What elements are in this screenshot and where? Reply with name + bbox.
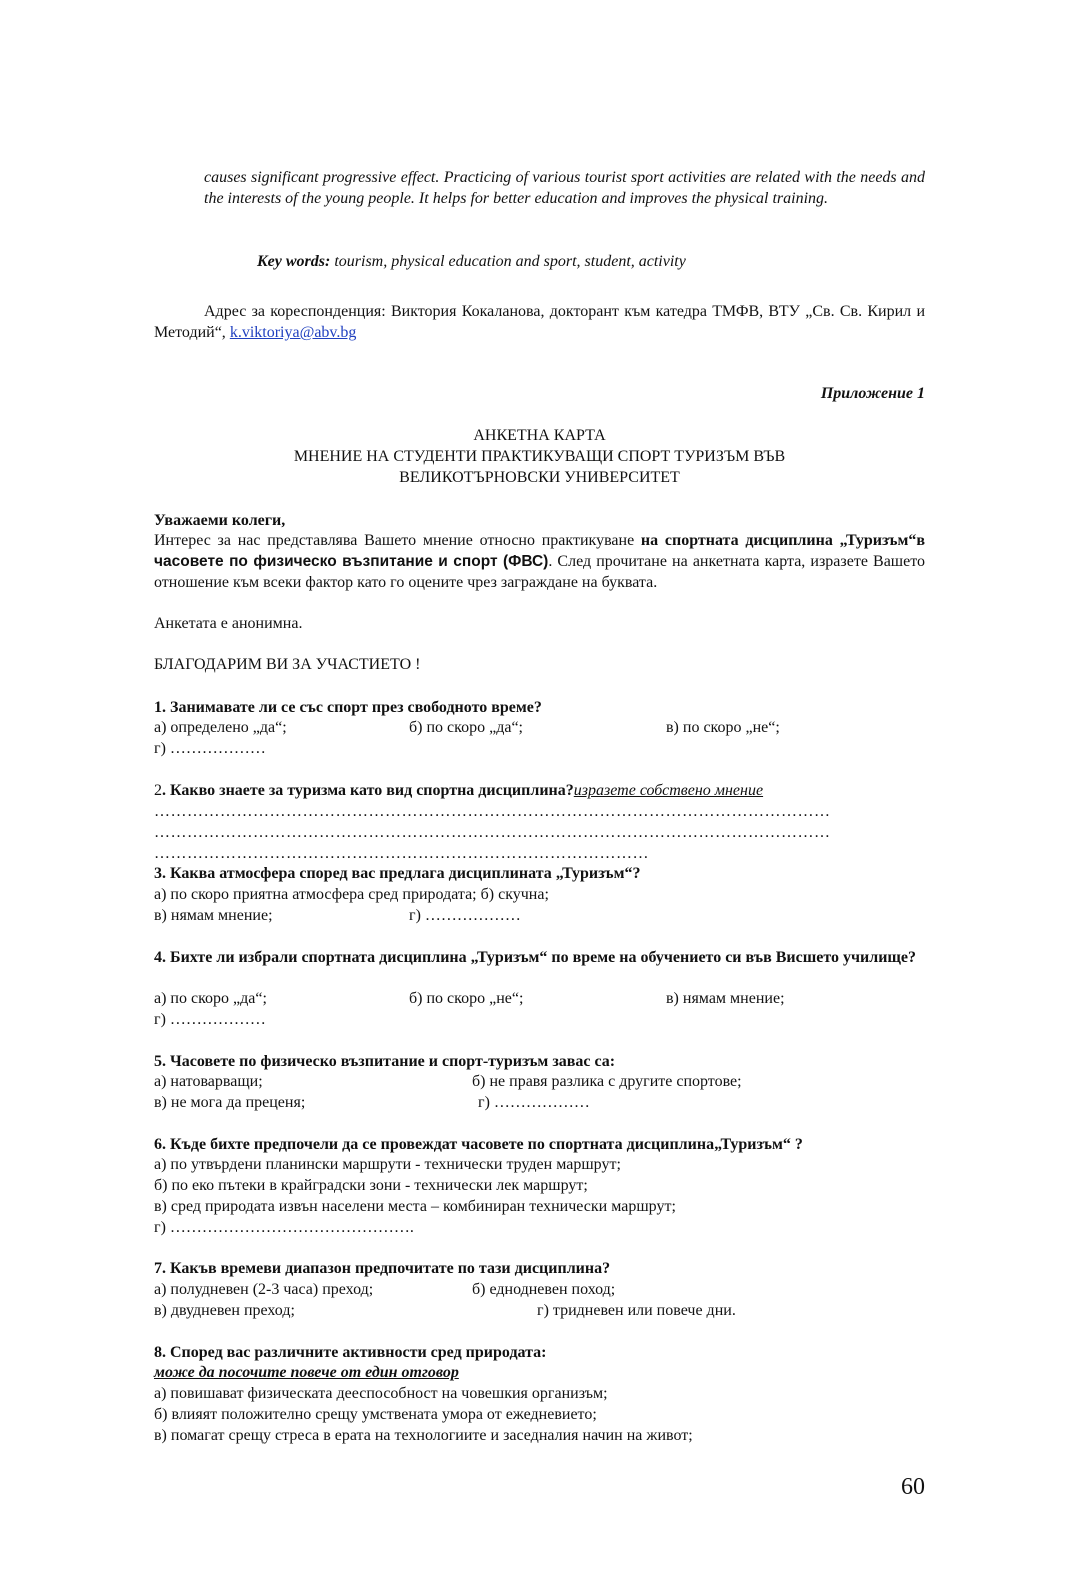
keywords-text: tourism, physical education and sport, student, activity — [330, 253, 686, 270]
q1-option-d[interactable]: г) ……………… — [154, 740, 266, 757]
q8-hint: може да посочите повече от един отговор — [154, 1364, 459, 1381]
q5-option-b[interactable]: б) не правя разлика с другите спортове; — [472, 1073, 742, 1090]
thanks-note: БЛАГОДАРИМ ВИ ЗА УЧАСТИЕТО ! — [154, 656, 421, 673]
q6-option-c[interactable]: в) сред природата извън населени места – комбиниран технически маршрут; — [154, 1198, 676, 1215]
q6-option-b[interactable]: б) по еко пътеки в крайградски зони - технически лек маршрут; — [154, 1177, 588, 1194]
greeting: Уважаеми колеги, — [154, 512, 286, 529]
q8-option-a[interactable]: а) повишават физическата дееспособност на човешкия организъм; — [154, 1385, 608, 1402]
q2-answer-line[interactable]: ……………………………………………………………………………… — [154, 845, 649, 862]
anonymous-note: Анкетата е анонимна. — [154, 615, 303, 632]
abstract-tail: causes significant progressive effect. Practicing of various tourist sport activities are related with the needs and the interests of the young people. It helps for better education and improves the physical training. — [204, 169, 925, 207]
q3-option-d[interactable]: г) ……………… — [409, 907, 521, 924]
intro-text-a: Интерес за нас представлява Вашето мнение относно практикуване — [154, 532, 641, 549]
q5-option-a[interactable]: а) натоварващи; — [154, 1073, 263, 1090]
survey-title-line2: МНЕНИЕ НА СТУДЕНТИ ПРАКТИКУВАЩИ СПОРТ ТУРИЗЪМ ВЪВ — [293, 447, 786, 465]
q1-title: 1. Занимавате ли се със спорт през свободното време? — [154, 699, 542, 716]
q1-option-b[interactable]: б) по скоро „да“; — [409, 719, 523, 736]
q1-option-a[interactable]: а) определено „да“; — [154, 719, 287, 736]
q6-title: 6. Къде бихте предпочели да се провеждат часовете по спортната дисциплина„Туризъм“ ? — [154, 1136, 803, 1153]
q1-option-c[interactable]: в) по скоро „не“; — [666, 719, 780, 736]
correspondence-address — [154, 302, 925, 344]
q2-answer-line[interactable]: …………………………………………………………………………………………………………… — [154, 803, 831, 820]
q8-option-c[interactable]: в) помагат срещу стреса в ерата на технологиите и заседналия начин на живот; — [154, 1427, 693, 1444]
q7-option-b[interactable]: б) еднодневен поход; — [472, 1281, 616, 1298]
q2-question: . Какво знаете за туризма като вид спортна дисциплина? — [162, 782, 574, 799]
page-number: 60 — [901, 1474, 925, 1500]
intro-text-c: часовете по физическо възпитание и спорт (ФВС) — [154, 552, 549, 570]
q4-option-b[interactable]: б) по скоро „не“; — [409, 990, 524, 1007]
intro-paragraph — [154, 531, 925, 593]
survey-title — [154, 426, 925, 488]
q4-option-c[interactable]: в) нямам мнение; — [666, 990, 785, 1007]
q8-title: 8. Според вас различните активности сред природата: — [154, 1344, 547, 1361]
q5-title: 5. Часовете по физическо възпитание и спорт-туризъм завас са: — [154, 1053, 616, 1070]
q2-number: 2 — [154, 782, 162, 799]
q7-option-a[interactable]: а) полудневен (2-3 часа) преход; — [154, 1281, 374, 1298]
appendix-label: Приложение 1 — [820, 385, 925, 402]
q5-option-d[interactable]: г) ……………… — [478, 1094, 590, 1111]
q5-option-c[interactable]: в) не мога да преценя; — [154, 1094, 306, 1111]
survey-title-line1: АНКЕТНА КАРТА — [473, 427, 606, 444]
q2-title — [154, 781, 763, 802]
intro-text-b: на спортната дисциплина „Туризъм“в — [640, 532, 926, 549]
keywords — [257, 252, 925, 273]
q2-hint: изразете собствено мнение — [573, 782, 764, 799]
email-link[interactable]: k.viktoriya@abv.bg — [229, 323, 357, 341]
q3-option-a[interactable]: а) по скоро приятна атмосфера сред природата; б) скучна; — [154, 886, 549, 903]
q3-title: 3. Каква атмосфера според вас предлага дисциплината „Туризъм“? — [154, 865, 641, 882]
q4-option-d[interactable]: г) ……………… — [154, 1011, 266, 1028]
address-text: Адрес за кореспонденция: Виктория Кокаланова, докторант към катедра ТМФВ, ВТУ „Св. Св. Кирил и Методий“, — [154, 303, 925, 341]
q6-option-a[interactable]: а) по утвърдени планински маршрути - технически труден маршрут; — [154, 1156, 621, 1173]
q4-option-a[interactable]: а) по скоро „да“; — [154, 990, 267, 1007]
q7-title: 7. Какъв времеви диапазон предпочитате по тази дисциплина? — [154, 1260, 611, 1277]
q3-option-c[interactable]: в) нямам мнение; — [154, 907, 273, 924]
survey-title-line3: ВЕЛИКОТЪРНОВСКИ УНИВЕРСИТЕТ — [399, 468, 680, 486]
q8-option-b[interactable]: б) влияят положително срещу умствената умора от ежедневието; — [154, 1406, 597, 1423]
q4-title: 4. Бихте ли избрали спортната дисциплина „Туризъм“ по време на обучението си във Висшето училище? — [154, 949, 917, 966]
q7-option-d[interactable]: г) тридневен или повече дни. — [537, 1302, 736, 1319]
q6-option-d[interactable]: г) ………………………………………. — [154, 1219, 414, 1236]
q7-option-c[interactable]: в) двудневен преход; — [154, 1302, 295, 1319]
intro-text-d: . След прочитане на анкетната карта, изразете Вашето отношение към всеки фактор като го оцените чрез заграждане на буквата. — [154, 552, 925, 591]
keywords-label: Key words: — [257, 253, 331, 270]
q2-answer-line[interactable]: …………………………………………………………………………………………………………… — [154, 824, 831, 841]
